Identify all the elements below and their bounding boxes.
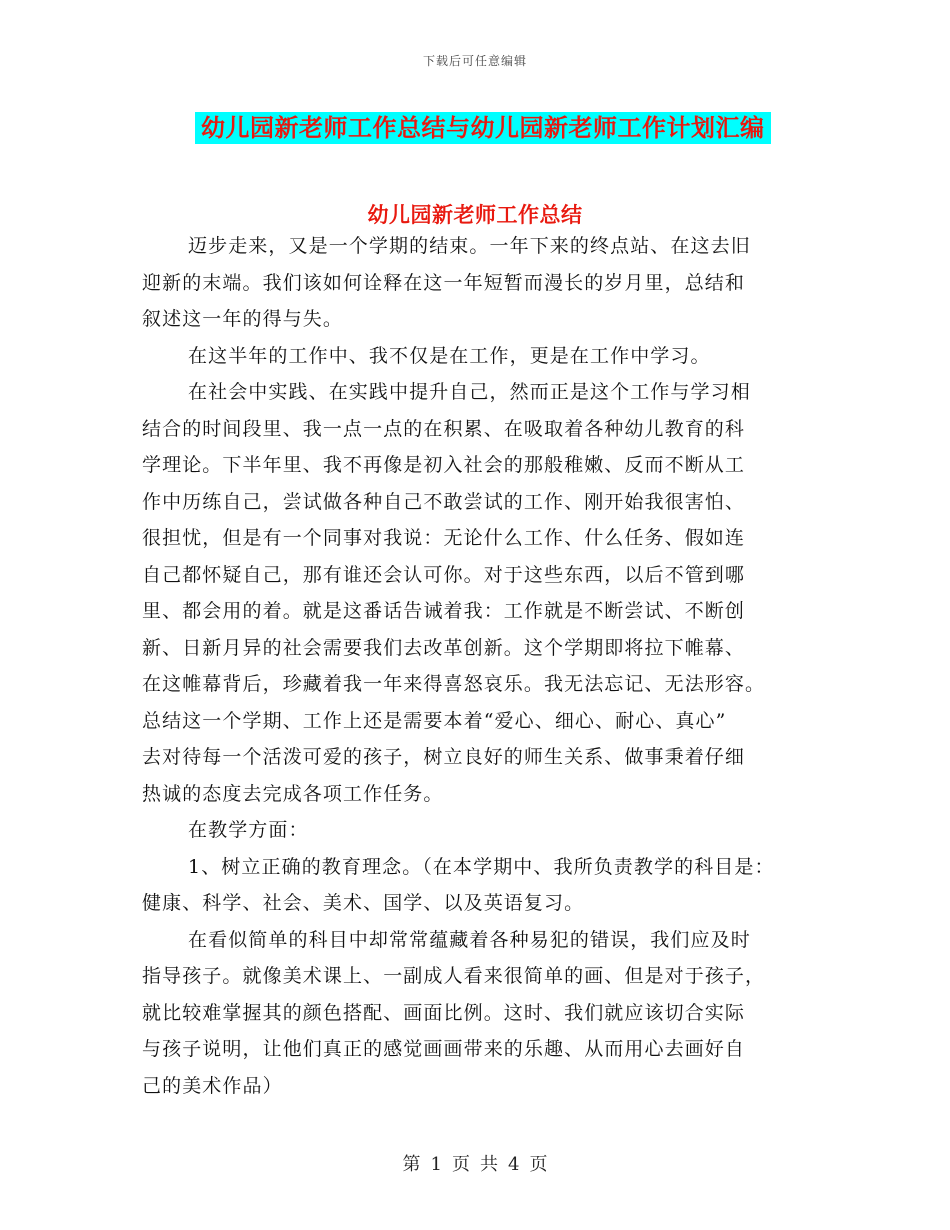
text-line: 去对待每一个活泼可爱的孩子，树立良好的师生关系、做事秉着仔细 [142,746,746,768]
text-line: 在看似简单的科目中却常常蕴藏着各种易犯的错误，我们应及时 [188,928,751,951]
page-footer [0,1150,950,1176]
text-line: 1、树立正确的教育理念。（在本学期中、我所负责教学的科目是： [188,855,775,878]
text-line: 迎新的末端。我们该如何诠释在这一年短暂而漫长的岁月里，总结和 [142,271,746,294]
text-line: 热诚的态度去完成各项工作任务。 [142,782,444,805]
text-line: 在教学方面： [188,819,309,841]
text-line: 自己都怀疑自己，那有谁还会认可你。对于这些东西，以后不管到哪 [142,563,746,586]
text-line: 很担忧，但是有一个同事对我说：无论什么工作、什么任务、假如连 [142,527,746,549]
text-line: 指导孩子。就像美术课上、一副成人看来很简单的画、但是对于孩子， [142,965,766,987]
total-pages: 4 [508,1154,520,1175]
text-line: 作中历练自己，尝试做各种自己不敢尝试的工作、刚开始我很害怕、 [142,490,746,513]
text-line: 新、日新月异的社会需要我们去改革创新。这个学期即将拉下帷幕、 [142,636,746,659]
footer-prefix: 第 [402,1154,421,1175]
text-line: 学理论。下半年里、我不再像是初入社会的那般稚嫩、反而不断从工 [142,454,746,476]
text-line: 迈步走来，又是一个学期的结束。一年下来的终点站、在这去旧 [188,235,751,257]
text-line: 健康、科学、社会、美术、国学、以及英语复习。 [142,892,585,914]
text-line: 总结这一个学期、工作上还是需要本着“爱心、细心、耐心、真心” [142,709,727,732]
footer-page-unit: 页 [452,1154,470,1175]
text-line: 叙述这一年的得与失。 [142,308,344,330]
page-header: 下载后可任意编辑 [422,54,527,68]
text-line: 在社会中实践、在实践中提升自己，然而正是这个工作与学习相 [188,381,751,403]
text-line: 结合的时间段里、我一点一点的在积累、在吸取着各种幼儿教育的科 [142,417,746,440]
section-title: 幼儿园新老师工作总结 [367,202,583,227]
footer-total-unit: 页 [529,1154,548,1175]
footer-total-prefix: 共 [480,1154,498,1175]
text-line: 己的美术作品） [142,1074,283,1097]
text-line: 与孩子说明，让他们真正的感觉画画带来的乐趣、从而用心去画好自 [142,1038,746,1060]
text-line: 在这帷幕背后，珍藏着我一年来得喜怒哀乐。我无法忘记、无法形容。 [142,673,766,695]
text-line: 就比较难掌握其的颜色搭配、画面比例。这时、我们就应该切合实际 [142,1001,746,1024]
document-title: 幼儿园新老师工作总结与幼儿园新老师工作计划汇编 [195,112,771,144]
document-body [142,228,832,1104]
text-line: 里、都会用的着。就是这番话告诫着我：工作就是不断尝试、不断创 [142,600,746,622]
page-number: 1 [430,1154,442,1175]
text-line: 在这半年的工作中、我不仅是在工作，更是在工作中学习。 [188,344,711,367]
